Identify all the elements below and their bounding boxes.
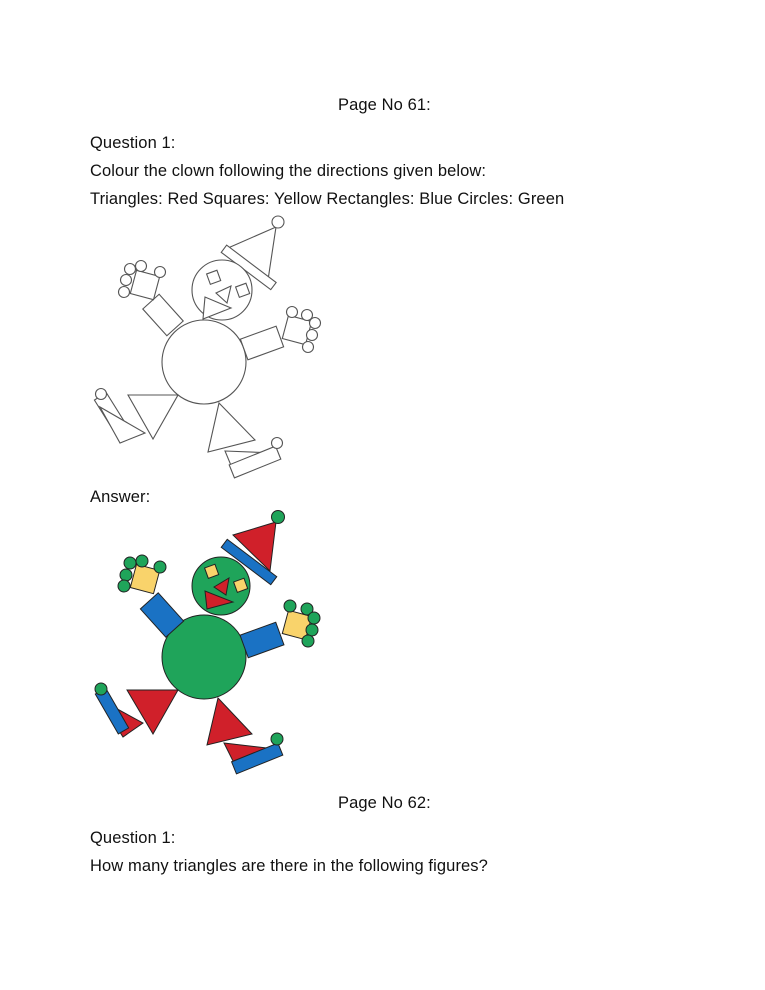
right-leg-coloured [207,698,283,774]
page-heading-61: Page No 61: [338,96,431,114]
question-text: Colour the clown following the directions given below: [90,162,487,180]
question-label: Question 1: [90,134,176,152]
head-outline [192,260,252,320]
answer-label: Answer: [90,488,151,506]
question-text: How many triangles are there in the following figures? [90,857,488,875]
head-coloured [192,557,250,615]
left-leg-outline [94,389,178,444]
left-arm-outline [119,261,184,336]
left-leg-coloured [95,683,178,737]
right-arm-outline [240,307,320,360]
clown-coloured-figure [85,505,335,780]
right-leg-outline [208,403,283,478]
left-arm-coloured [118,555,184,637]
right-arm-coloured [240,600,320,658]
question-label: Question 1: [90,829,176,847]
clown-outline-figure [85,215,335,485]
page-heading-62: Page No 62: [338,794,431,812]
colour-directions: Triangles: Red Squares: Yellow Rectangles: Blue Circles: Green [90,190,565,208]
body-outline [162,320,246,404]
